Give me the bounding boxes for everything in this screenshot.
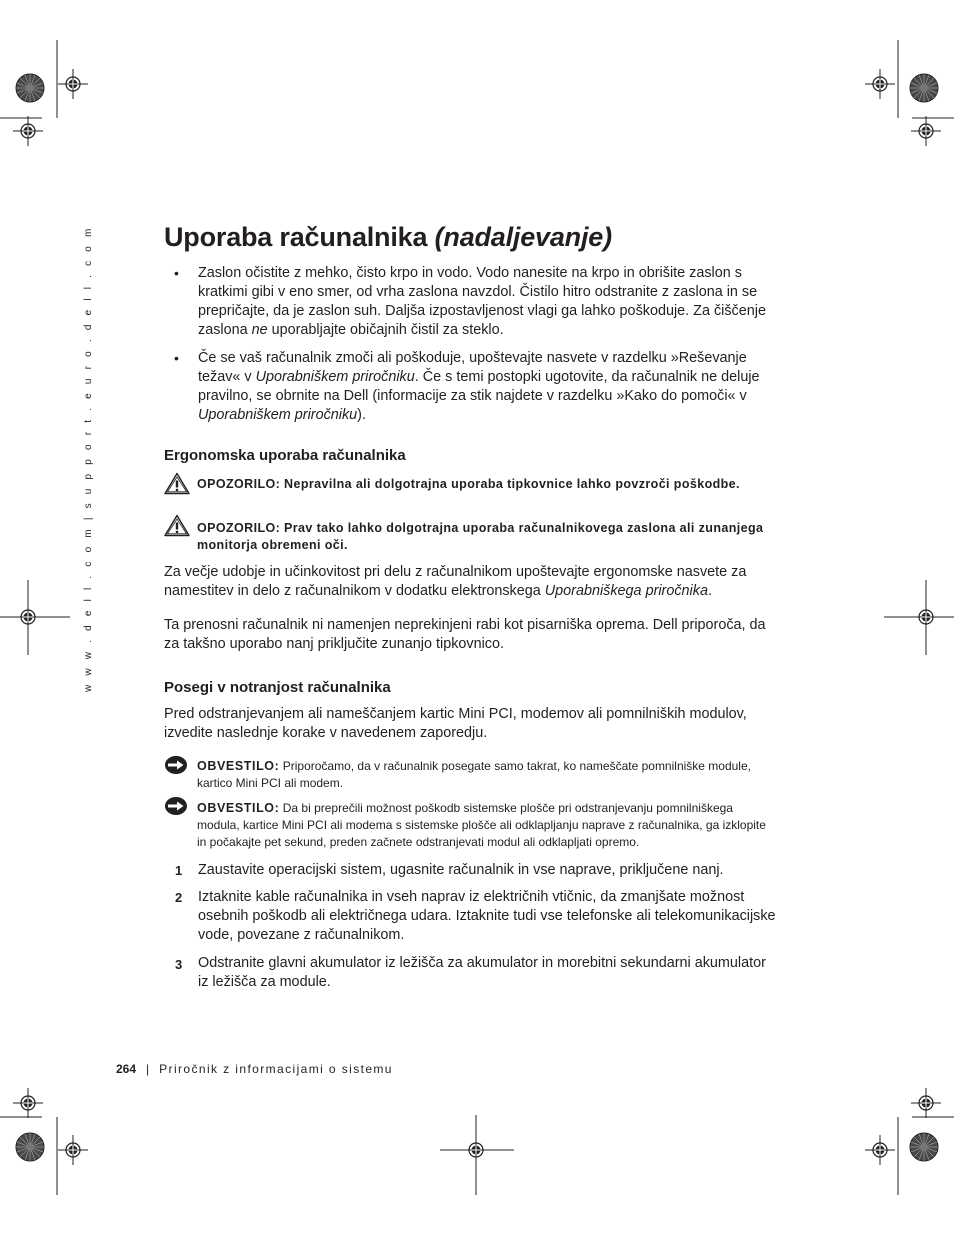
step-text: Odstranite glavni akumulator iz ležišča za akumulator in morebitni sekundarni akumulator iz ležišča za module. bbox=[198, 955, 766, 990]
text: Da bi preprečili možnost poškodb sistemske plošče pri odstranjevanju pomnilniškega modula, kartice Mini PCI ali modema s sistemske plošče ali odklapljanju naprave z računalnika, ga izklopite in počakajte pet sekund, preden začnete odstranjevati modul ali odklapljati opremo. bbox=[197, 801, 766, 849]
text: ). bbox=[357, 407, 366, 423]
text: . Če s temi postopki ugotovite, da računalnik ne deluje pravilno, se obrnite na Dell (informacije za stik najdete v razdelku »Kako do pomoči« v bbox=[198, 369, 760, 404]
title-italic: (nadaljevanje) bbox=[434, 222, 612, 252]
notice-text bbox=[197, 800, 777, 851]
warning-triangle-icon bbox=[164, 472, 190, 495]
text-italic: Uporabniškega priročnika bbox=[544, 583, 708, 599]
text: uporabljajte običajnih čistil za steklo. bbox=[267, 322, 504, 338]
notice-hand-icon bbox=[164, 796, 188, 816]
text: Priporočamo, da v računalnik posegate samo takrat, ko nameščate pomnilniške module, kartico Mini PCI ali modem. bbox=[197, 759, 751, 790]
text: Za večje udobje in učinkovitost pri delu z računalnikom upoštevajte ergonomske nasvete za namestitev in delo z računalnikom v dodatku elektronskega bbox=[164, 564, 747, 599]
title-main: Uporaba računalnika bbox=[164, 222, 428, 252]
step-text: Iztaknite kable računalnika in vseh naprav iz električnih vtičnic, da zmanjšate možnost osebnih poškodb ali električnega udara. Iztaknite tudi vse telefonske ali telekomunikacijske vode, povezane z računalnikom. bbox=[198, 889, 776, 943]
step-text: Zaustavite operacijski sistem, ugasnite računalnik in vse naprave, priključene nanj. bbox=[198, 862, 724, 878]
page-footer bbox=[116, 1062, 393, 1076]
section-heading-ergonomics: Ergonomska uporaba računalnika bbox=[164, 447, 406, 464]
page-title bbox=[164, 222, 612, 253]
footer-separator: | bbox=[146, 1062, 150, 1076]
text-italic: Uporabniškem priročniku bbox=[255, 369, 415, 385]
page-number: 264 bbox=[116, 1062, 137, 1076]
bullet-marker: • bbox=[174, 265, 179, 281]
intro-paragraph: Pred odstranjevanjem ali nameščanjem kartic Mini PCI, modemov ali pomnilniških modulov, izvedite naslednje korake v navedenem zaporedju. bbox=[164, 706, 747, 741]
step-number: 2 bbox=[175, 890, 183, 905]
ergonomics-paragraph bbox=[164, 563, 774, 601]
text-italic: Uporabniškem priročniku bbox=[198, 407, 358, 423]
bullet-marker: • bbox=[174, 350, 179, 366]
step-number: 1 bbox=[175, 863, 183, 878]
side-url: w w w . d e l l . c o m | s u p p o r t . e u r o . d e l l . c o m bbox=[83, 225, 94, 692]
text: Če se vaš računalnik zmoči ali poškoduje, upoštevajte nasvete v razdelku »Reševanje težav« v bbox=[198, 350, 747, 385]
text-italic: ne bbox=[251, 322, 268, 338]
notice-hand-icon bbox=[164, 755, 188, 775]
bullet-paragraph bbox=[198, 264, 778, 340]
bullet-paragraph bbox=[198, 349, 778, 425]
section-heading-inside: Posegi v notranjost računalnika bbox=[164, 679, 391, 696]
warning-triangle-icon bbox=[164, 514, 190, 537]
notice-label: OBVESTILO: bbox=[197, 759, 280, 773]
keyboard-paragraph: Ta prenosni računalnik ni namenjen neprekinjeni rabi kot pisarniška oprema. Dell priporoča, da za takšno uporabo nanj priključite zunanjo tipkovnico. bbox=[164, 617, 766, 652]
notice-text bbox=[197, 758, 777, 792]
text: Zaslon očistite z mehko, čisto krpo in vodo. Vodo nanesite na krpo in obrišite zaslon s kratkimi gibi v eno smer, od vrha zaslona navzdol. Čistilo hitro odstranite z zaslona in se prepričajte, da je zaslon suh. Daljša izpostavljenost vlagi ga lahko poškoduje. Za čiščenje zaslona bbox=[198, 265, 766, 338]
step-number: 3 bbox=[175, 957, 183, 972]
text: . bbox=[707, 583, 712, 599]
warning-text: OPOZORILO: Nepravilna ali dolgotrajna uporaba tipkovnice lahko povzroči poškodbe. bbox=[197, 477, 740, 491]
notice-label: OBVESTILO: bbox=[197, 801, 280, 815]
warning-text: OPOZORILO: Prav tako lahko dolgotrajna uporaba računalnikovega zaslona ali zunanjega monitorja obremeni oči. bbox=[197, 521, 764, 552]
footer-title: Priročnik z informacijami o sistemu bbox=[159, 1062, 393, 1076]
